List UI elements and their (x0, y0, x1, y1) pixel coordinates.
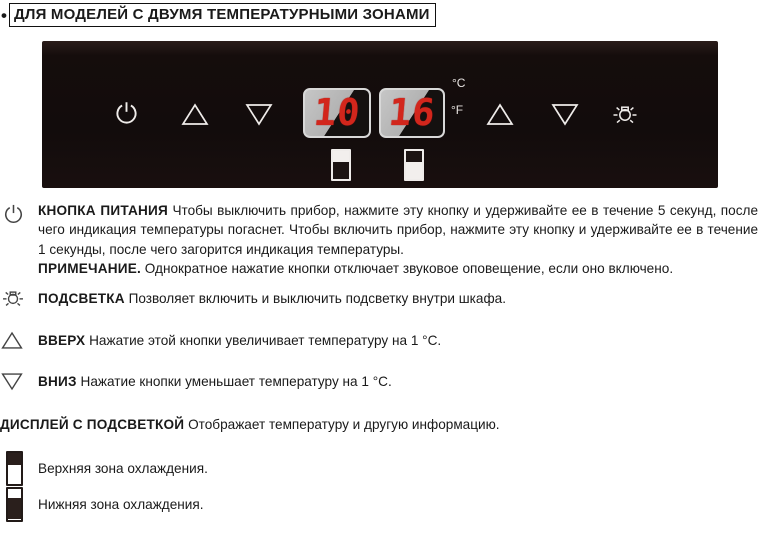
lower-display (379, 88, 445, 138)
upper-display-value: 10 (311, 90, 363, 134)
section-body: Нажатие этой кнопки увеличивает температуру на 1 °С. (89, 333, 442, 349)
page-header (1, 3, 758, 27)
section-down (0, 372, 758, 391)
manual-text (0, 201, 758, 522)
power-icon (113, 100, 140, 127)
section-heading: ВВЕРХ (38, 333, 86, 349)
upper-zone-icon (6, 451, 23, 486)
down-arrow-icon (245, 103, 273, 126)
section-heading: КНОПКА ПИТАНИЯ (38, 203, 168, 218)
title-bullet: • (1, 5, 7, 25)
up-arrow-icon (1, 331, 23, 350)
zone-label: Верхняя зона охлаждения. (38, 460, 208, 476)
zone-row-upper (0, 450, 758, 486)
section-up (0, 331, 758, 350)
section-display (0, 415, 758, 434)
zone-row-lower (0, 486, 758, 522)
light-icon (610, 99, 640, 129)
page-title: ДЛЯ МОДЕЛЕЙ С ДВУМЯ ТЕМПЕРАТУРНЫМИ ЗОНАМИ (9, 3, 436, 27)
control-panel (42, 41, 718, 188)
zones-legend (0, 450, 758, 522)
section-light (0, 289, 758, 308)
section-power (0, 201, 758, 278)
upper-zone-indicator (404, 149, 424, 181)
section-body: Нажатие кнопки уменьшает температуру на 1 °С. (80, 373, 392, 389)
note-body: Однократное нажатие кнопки отключает звуковое оповещение, если оно включено. (144, 260, 674, 276)
upper-display (303, 88, 371, 138)
power-icon (2, 203, 25, 226)
light-icon (0, 285, 26, 311)
lower-display-value: 16 (386, 90, 438, 134)
up-arrow-icon (181, 103, 209, 126)
up-arrow-icon (486, 103, 514, 126)
down-arrow-icon (551, 103, 579, 126)
down-arrow-icon (1, 372, 23, 391)
section-heading: ВНИЗ (38, 373, 77, 389)
fahrenheit-label: °F (451, 103, 464, 117)
section-body: Отображает температуру и другую информацию. (188, 417, 500, 433)
section-heading: ДИСПЛЕЙ С ПОДСВЕТКОЙ (0, 417, 185, 433)
section-heading: ПОДСВЕТКА (38, 291, 125, 307)
section-body: Чтобы выключить прибор, нажмите эту кнопку и удерживайте ее в течение 5 секунд, после чего индикация температуры погаснет. Чтобы включить прибор, нажмите эту кнопку и удерживайте ее в течение 1 секунды, после чего загорится индикация температуры. (38, 203, 758, 257)
note-heading: ПРИМЕЧАНИЕ. (38, 260, 141, 276)
zone-label: Нижняя зона охлаждения. (38, 496, 204, 512)
lower-zone-icon (6, 487, 23, 522)
celsius-label: °C (452, 76, 466, 90)
section-body: Позволяет включить и выключить подсветку внутри шкафа. (128, 291, 507, 307)
lower-zone-indicator (331, 149, 351, 181)
